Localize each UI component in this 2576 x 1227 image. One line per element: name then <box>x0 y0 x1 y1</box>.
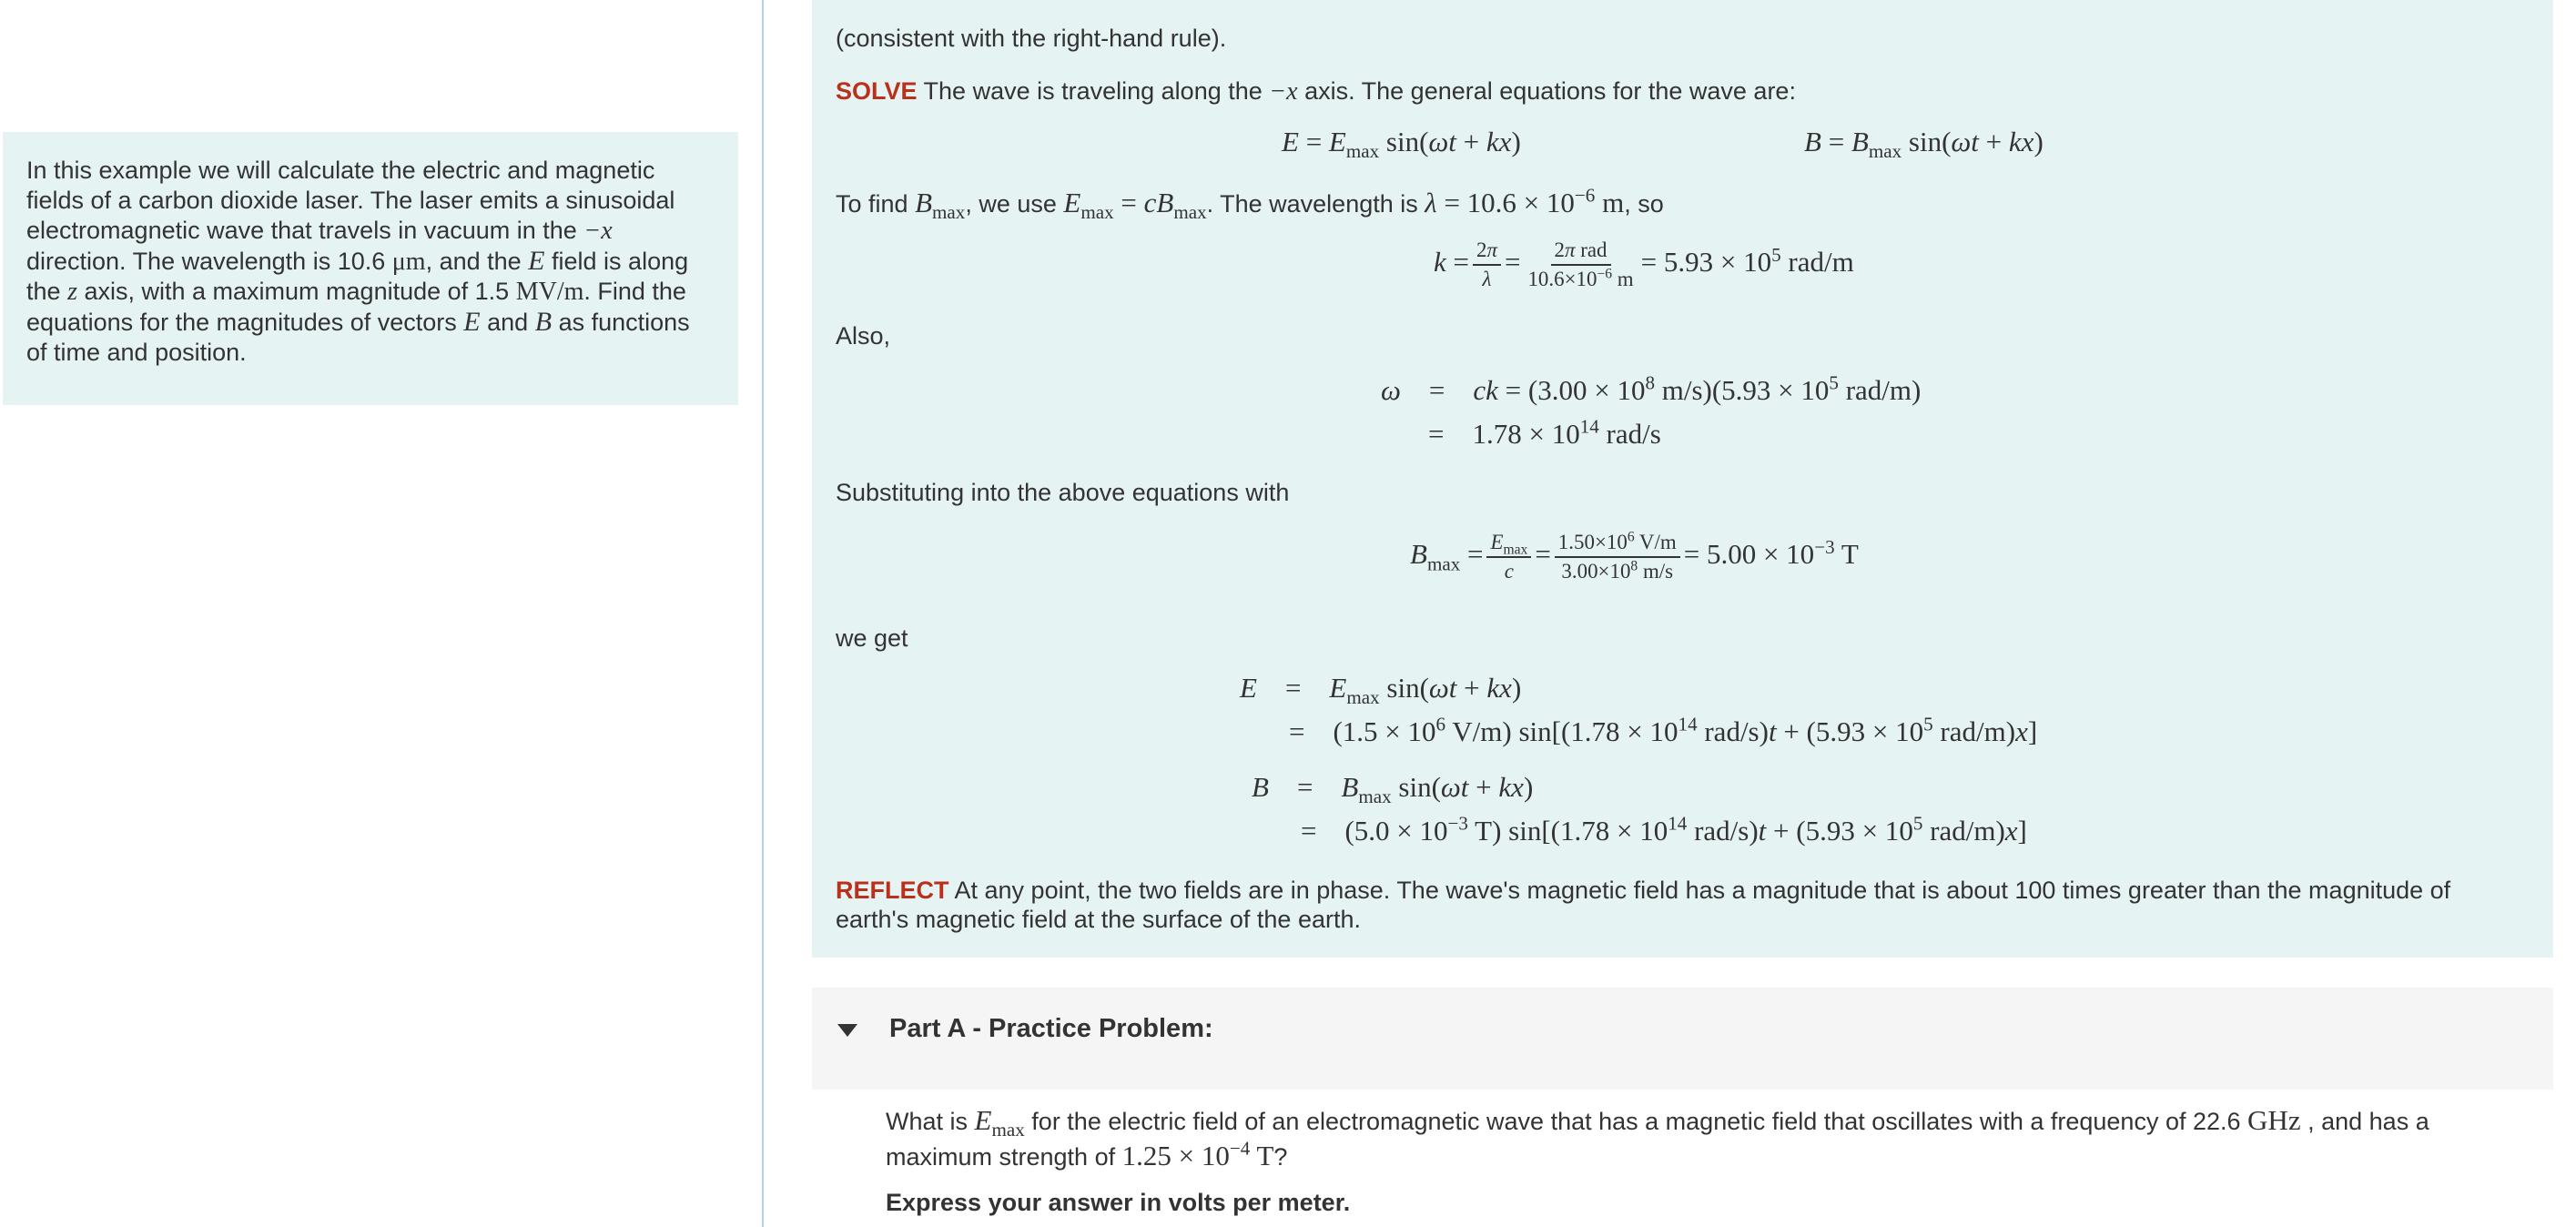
wavenumber-equation: k = $\frac{2\pi}{\lambda}$ = $\frac{\text{2π rad}}{10.6\times 10^{-6} m}$ = $5.93 \times 10^5$ rad/m <box>1434 238 1854 290</box>
substituting-text: Substituting into the above equations with <box>836 479 1290 506</box>
equation-e-general: $E = E_{max}$ sin(ωt + kx) <box>1282 126 1521 163</box>
solve-text-1: The wave is traveling along the <box>923 77 1263 105</box>
question-text-1: What is <box>886 1108 969 1135</box>
e-result-line-2: = ($1.5 \times 10^6$ V/m) $\sin[(1.78 \times 10^{14}$ $rad/s)t + (5.93 \times 10^5$ rad/m)x] <box>1289 713 2038 747</box>
question-text-4: ? <box>1273 1143 1288 1171</box>
bmax-equation: $B_{max}$ = $\frac{E_{max}}{c}$ = $\frac{1.50\times 10^6 V/m}{3.00\times 10^8 m/s}$ = $5.00 \times 10^{-3}$ T <box>1410 529 1859 583</box>
intro-text-5: axis, with a maximum magnitude of 1.5 <box>84 278 510 305</box>
b-result-line-2: = ($5.0 \times 10^{-3}$ T) $\sin[(1.78 \times 10^{14}$ $rad/s)t + (5.93 \times 10^5$ rad/m)x] <box>1301 812 2027 847</box>
intro-text-4: field is along the <box>26 248 689 305</box>
question-text-2: for the electric field of an electromagnetic wave that has a magnetic field that oscillates with a frequency of 22.6 <box>1031 1108 2241 1135</box>
reflect-text: At any point, the two fields are in phase. The wave's magnetic field has a magnitude that is about 100 times greater than the magnitude of earth's magnetic field at the surface of the earth. <box>836 877 2451 933</box>
question-ghz-unit: GHz <box>2247 1104 2301 1136</box>
neg-x-math: −x <box>583 217 613 245</box>
solve-paragraph <box>836 77 1796 106</box>
collapse-caret-icon[interactable] <box>837 1023 858 1038</box>
intro-text-3: , and the <box>425 248 522 275</box>
e-vector-symbol: E <box>528 246 545 276</box>
e-vector-symbol-2: E <box>463 307 481 337</box>
reflect-paragraph <box>836 876 2529 934</box>
b-vector-symbol: B <box>534 307 553 337</box>
we-get-text: we get <box>836 624 908 652</box>
solve-label: SOLVE <box>836 77 918 105</box>
find-relation: $E_{max} = cB_{max}$ <box>1063 187 1207 224</box>
question-b-strength: $1.25 \times 10^{-4}$ T <box>1121 1137 1274 1171</box>
solve-text-2: axis. The general equations for the wave are: <box>1304 77 1796 105</box>
intro-text-8: as functions of time and position. <box>26 309 690 366</box>
practice-question <box>886 1103 2524 1174</box>
find-bmax-paragraph <box>836 184 1664 224</box>
omega-line-1: ω = ck = ($3.00 \times 10^8$ $m/s)(5.93 \times 10^5$ rad/m) <box>1381 371 1922 406</box>
panel-divider[interactable] <box>762 0 764 1227</box>
right-hand-rule-text: (consistent with the right-hand rule). <box>836 25 1227 52</box>
intro-text-7: and <box>487 309 529 336</box>
equation-b-general: $B = B_{max}$ sin(ωt + kx) <box>1804 126 2044 163</box>
b-result-line-1: B = $B_{max}$ sin(ωt + kx) <box>1252 771 1534 808</box>
reflect-label: REFLECT <box>836 877 949 904</box>
find-text-3: . The wavelength is <box>1206 190 1418 218</box>
intro-text: In this example we will calculate the electric and magnetic fields of a carbon dioxide laser. The laser emits a sinusoidal electromagnetic wave that travels in vacuum in the <box>26 157 675 244</box>
answer-instruction: Express your answer in volts per meter. <box>886 1189 1351 1216</box>
omega-line-2: = $1.78 \times 10^{14}$ rad/s <box>1428 415 1661 450</box>
find-bmax-symbol: $B_{max}$ <box>915 187 966 224</box>
wavelength-value: $\lambda = 10.6 \times 10^{-6}$ m <box>1425 184 1625 218</box>
also-text: Also, <box>836 322 891 350</box>
intro-text-2: direction. The wavelength is 10.6 <box>26 248 386 275</box>
e-result-line-1: E = $E_{max}$ sin(ωt + kx) <box>1240 672 1522 709</box>
find-text-2: , we use <box>965 190 1057 218</box>
find-text-1: To find <box>836 190 908 218</box>
z-axis-symbol: z <box>67 278 77 306</box>
question-emax-symbol: $E_{max}$ <box>974 1104 1025 1141</box>
part-a-header[interactable] <box>812 988 2553 1090</box>
intro-text-6: . Find the equations for the magnitudes of vectors <box>26 278 686 336</box>
question-text-3: , and has a maximum strength of <box>886 1108 2429 1171</box>
micrometer-unit: μm <box>391 248 426 276</box>
part-a-title: Part A - Practice Problem: <box>889 1014 1213 1043</box>
solve-neg-x: −x <box>1269 77 1298 106</box>
find-text-4: , so <box>1624 190 1664 218</box>
solution-panel <box>812 0 2553 958</box>
mv-per-m-unit: MV/m <box>515 278 584 306</box>
problem-statement-panel <box>3 132 738 405</box>
